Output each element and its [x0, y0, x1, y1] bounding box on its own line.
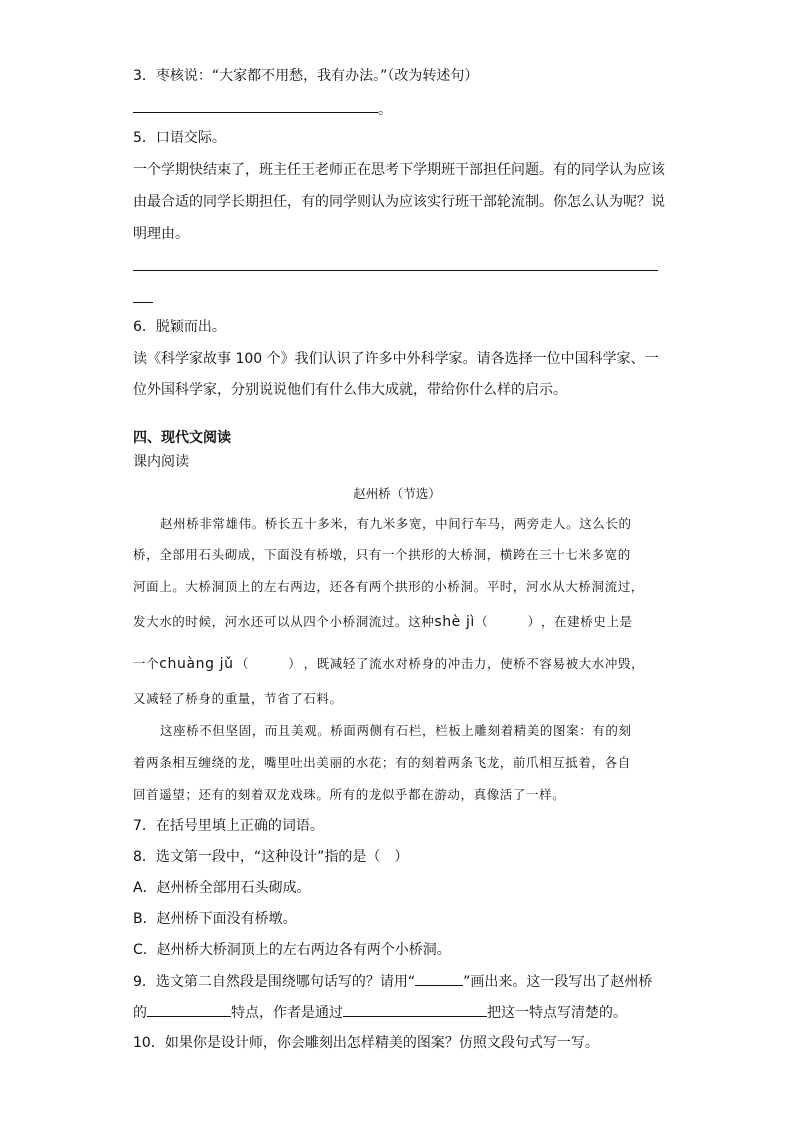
passage-p1-line-5-post: ，既减轻了流水对桥身的冲击力，使桥不容易被大水冲毁， [303, 656, 645, 671]
answer-line-5-cont[interactable] [133, 302, 153, 303]
question-5-title: 5．口语交际。 [133, 130, 226, 146]
question-9-line-2 [133, 1002, 627, 1023]
answer-line-3-end: 。 [378, 102, 392, 118]
question-9 [133, 971, 652, 992]
question-9-pre: 9．选文第二自然段是围绕哪句话写的？请用“ [133, 974, 416, 990]
question-5-line-3: 明理由。 [133, 226, 189, 242]
passage-p1-line-1: 赵州桥非常雄伟。桥长五十多米，有九米多宽，中间行车马，两旁走人。这么长的 [160, 516, 632, 531]
question-9-l2-a: 的 [133, 1005, 147, 1021]
question-5-line-2: 由最合适的同学长期担任，有的同学则认为应该实行班干部轮流制。你怎么认为呢？说 [133, 194, 665, 210]
pinyin-sheji: shè jì [434, 614, 475, 630]
option-b[interactable]: B．赵州桥下面没有桥墩。 [133, 911, 297, 927]
passage-p1-line-5 [133, 654, 644, 674]
blank-method[interactable] [343, 1002, 487, 1017]
passage-p1-line-4-post: ，在建桥史上是 [540, 614, 633, 629]
question-6-line-2: 位外国科学家，分别说说他们有什么伟大成就，带给你什么样的启示。 [133, 382, 567, 398]
passage-p1-line-4 [133, 612, 633, 632]
blank-mark-symbol[interactable] [415, 971, 463, 986]
question-9-l2-b: 特点，作者是通过 [231, 1005, 343, 1021]
question-9-l2-c: 把这一特点写清楚的。 [487, 1005, 627, 1021]
option-a[interactable]: A．赵州桥全部用石头砌成。 [133, 880, 311, 896]
answer-line-3[interactable] [133, 112, 378, 113]
answer-line-5[interactable] [133, 270, 658, 271]
passage-p2-line-2: 着两条相互缠绕的龙，嘴里吐出美丽的水花；有的刻着两条飞龙，前爪相互抵着，各自 [133, 755, 631, 770]
passage-p1-line-5-pre: 一个 [133, 656, 160, 671]
passage-p2-line-3: 回首遥望；还有的刻着双龙戏珠。所有的龙似乎都在游动，真像活了一样。 [133, 787, 566, 802]
passage-p1-line-3: 河面上。大桥洞顶上的左右两边，还各有两个拱形的小桥洞。平时，河水从大桥洞流过， [133, 579, 644, 594]
passage-p1-line-4-pre: 发大水的时候，河水还可以从四个小桥洞流过。这种 [133, 614, 435, 629]
blank-chuangju[interactable]: （ ） [235, 656, 302, 671]
passage-p2-line-1: 这座桥不但坚固，而且美观。桥面两侧有石栏，栏板上雕刻着精美的图案：有的刻 [160, 723, 632, 738]
question-9-post: ”画出来。这一段写出了赵州桥 [463, 974, 653, 990]
passage-p1-line-2: 桥，全部用石头砌成，下面没有桥墩，只有一个拱形的大桥洞，横跨在三十七米多宽的 [133, 547, 631, 562]
question-5-line-1: 一个学期快结束了，班主任王老师正在思考下学期班干部担任问题。有的同学认为应该 [133, 162, 665, 178]
pinyin-chuangju: chuàng jǔ [159, 656, 234, 672]
blank-sheji[interactable]: （ ） [475, 614, 541, 629]
question-7: 7．在括号里填上正确的词语。 [133, 818, 324, 834]
passage-title: 赵州桥（节选） [353, 486, 441, 501]
section-heading: 四、现代文阅读 [133, 430, 231, 446]
blank-feature[interactable] [147, 1002, 231, 1017]
question-10: 10．如果你是设计师，你会雕刻出怎样精美的图案？仿照文段句式写一写。 [133, 1035, 599, 1051]
section-subheading: 课内阅读 [133, 454, 189, 470]
question-3: 3．枣核说：“大家都不用愁，我有办法。”（改为转述句） [133, 68, 479, 84]
option-c[interactable]: C．赵州桥大桥洞顶上的左右两边各有两个小桥洞。 [133, 942, 451, 958]
question-6-line-1: 读《科学家故事 100 个》我们认识了许多中外科学家。请各选择一位中国科学家、一 [133, 351, 659, 367]
passage-p1-line-6: 又减轻了桥身的重量，节省了石料。 [133, 691, 343, 706]
question-6-title: 6．脱颖而出。 [133, 319, 226, 335]
question-8: 8．选文第一段中，“这种设计”指的是（ ） [133, 849, 409, 865]
